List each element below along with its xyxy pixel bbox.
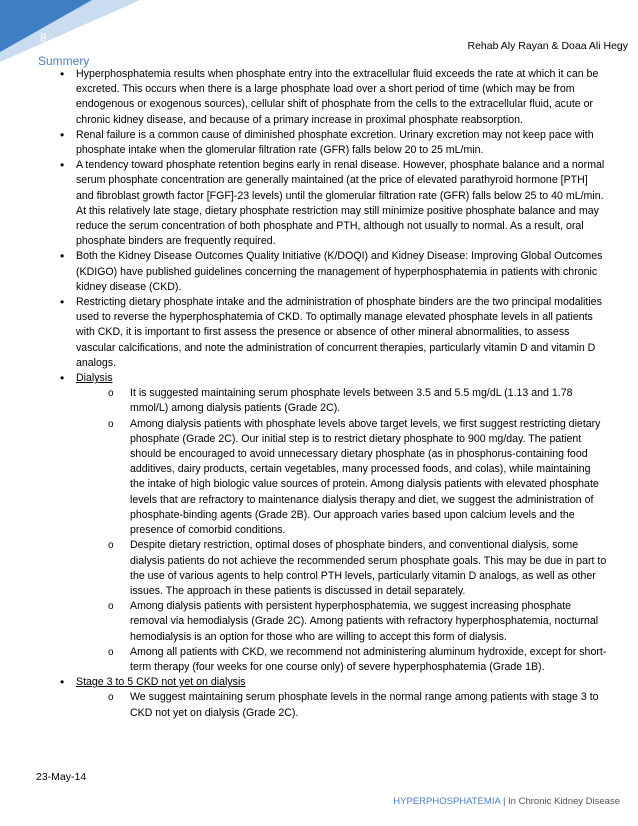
summary-list <box>60 67 608 721</box>
document-body <box>60 67 608 721</box>
stage-list <box>76 690 608 720</box>
section-title: Summery <box>38 54 90 68</box>
footer-topic: HYPERPHOSPHATEMIA <box>393 796 501 807</box>
summary-bullet: • Both the Kidney Disease Outcomes Quality Initiative (K/DOQI) and Kidney Disease: Improving Global Outcomes (KDIGO) have published guidelines concerning the management of hyperphosphatemia in patients with chronic kidney disease (CKD). <box>60 249 608 295</box>
stage-heading: Stage 3 to 5 CKD not yet on dialysis <box>76 676 246 689</box>
footer-separator: | <box>502 796 506 807</box>
author-header: Rehab Aly Rayan & Doaa Ali Hegy <box>467 40 628 52</box>
dialysis-item: o Among dialysis patients with phosphate levels above target levels, we first suggest restricting dietary phosphate (Grade 2C). Our initial step is to restrict dietary phosphate to 900 mg/day. The patient should be encouraged to avoid unnecessary dietary phosphate (as in phosphorus-containing food additives, dairy products, certain vegetables, many processed foods, and colas), while maintaining the intake of high biologic value sources of protein. Among dialysis patients with elevated phosphate levels that are refractory to maintenance dialysis therapy and diet, we suggest the administration of phosphate-binding agents (Grade 2B). Our approach varies based upon calcium levels and the presence of comorbid conditions. <box>76 417 608 539</box>
page-number: 8 <box>40 31 47 45</box>
footer-date: 23-May-14 <box>36 771 87 783</box>
summary-bullet: • Hyperphosphatemia results when phosphate entry into the extracellular fluid exceeds the rate at which it can be excreted. This occurs when there is a large phosphate load over a short period of time (which may be from endogenous or exogenous sources), cellular shift of phosphate from the cells to the extracellular fluid, acute or chronic kidney disease, and because of a primary increase in proximal phosphate reabsorption. <box>60 67 608 128</box>
footer-title <box>393 796 620 807</box>
footer-subtitle: In Chronic Kidney Disease <box>508 796 620 807</box>
dialysis-list <box>76 386 608 675</box>
stage-section <box>60 675 608 721</box>
stage-item: o We suggest maintaining serum phosphate levels in the normal range among patients with stage 3 to CKD not yet on dialysis (Grade 2C). <box>76 690 608 720</box>
dialysis-heading: Dialysis <box>76 372 113 385</box>
dialysis-item: o It is suggested maintaining serum phosphate levels between 3.5 and 5.5 mg/dL (1.13 and 1.78 mmol/L) among dialysis patients (Grade 2C). <box>76 386 608 416</box>
dialysis-item: o Among all patients with CKD, we recommend not administering aluminum hydroxide, except for short-term therapy (four weeks for one course only) of severe hyperphosphatemia (Grade 1B). <box>76 645 608 675</box>
summary-bullet: • Renal failure is a common cause of diminished phosphate excretion. Urinary excretion may not keep pace with phosphate intake when the glomerular filtration rate (GFR) falls below 20 to 25 mL/min. <box>60 128 608 158</box>
summary-bullet: • Restricting dietary phosphate intake and the administration of phosphate binders are the two principal modalities used to reverse the hyperphosphatemia of CKD. To optimally manage elevated phosphate levels in all patients with CKD, it is important to first assess the presence or absence of other mineral abnormalities, to assess vascular calcifications, and note the administration of concurrent therapies, particularly vitamin D and vitamin D analogs. <box>60 295 608 371</box>
dialysis-item: o Among dialysis patients with persistent hyperphosphatemia, we suggest increasing phosphate removal via hemodialysis (Grade 2C). Among patients with refractory hyperphosphatemia, nocturnal hemodialysis is an option for those who are willing to accept this form of dialysis. <box>76 599 608 645</box>
dialysis-section <box>60 371 608 675</box>
dialysis-item: o Despite dietary restriction, optimal doses of phosphate binders, and conventional dialysis, some dialysis patients do not achieve the recommended serum phosphate goals. This may be due in part to the use of various agents to help control PTH levels, particularly vitamin D analogs, as well as other issues. The approach in these patients is discussed in detail separately. <box>76 538 608 599</box>
summary-bullet: • A tendency toward phosphate retention begins early in renal disease. However, phosphate balance and a normal serum phosphate concentration are generally maintained (at the price of elevated parathyroid hormone [PTH] and fibroblast growth factor [FGF]-23 levels) until the glomerular filtration rate (GFR) falls below 25 to 40 mL/min. At this relatively late stage, dietary phosphate restriction may still minimize positive phosphate balance and may reduce the serum concentration of both phosphate and PTH, although not usually to normal. As a result, oral phosphate binders are frequently required. <box>60 158 608 249</box>
